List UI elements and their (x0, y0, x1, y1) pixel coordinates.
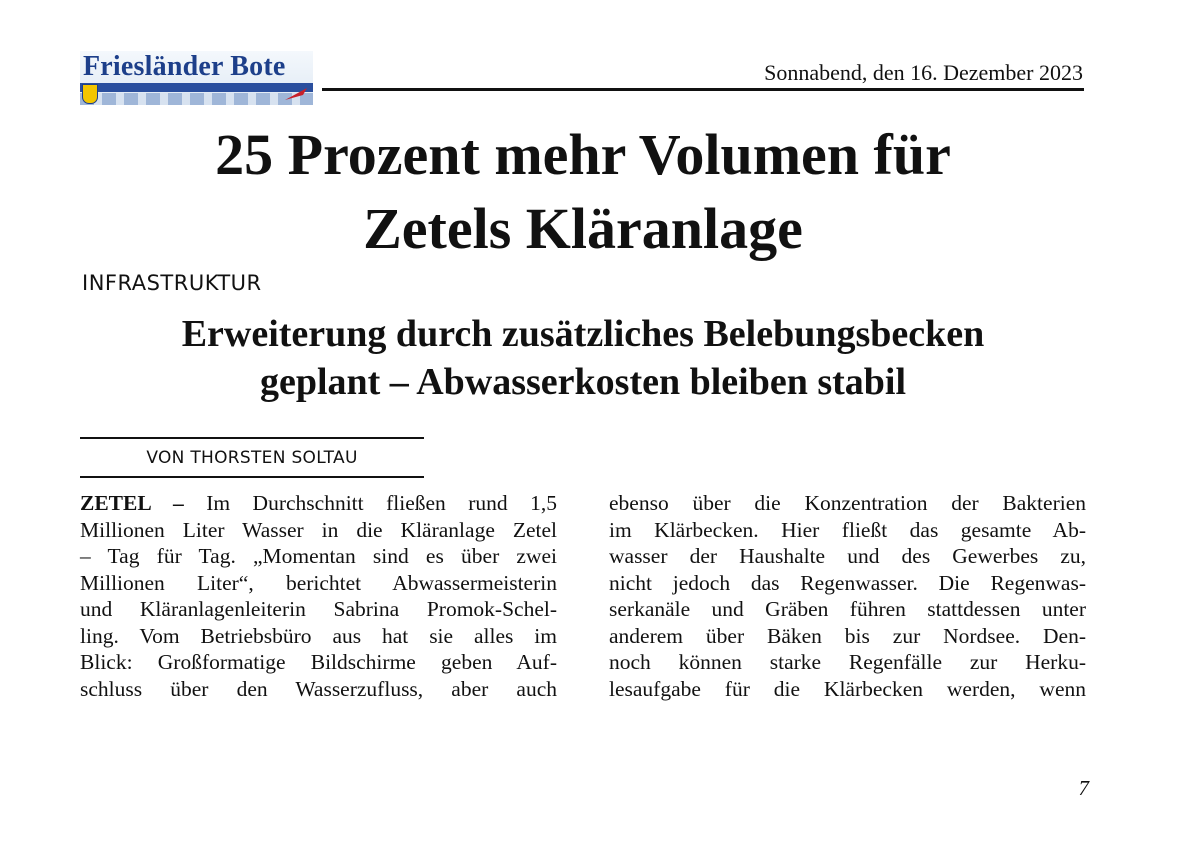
newspaper-logo (80, 51, 313, 105)
body-line: serkanäle und Gräben führen stattdessen unter (609, 597, 1086, 621)
body-line: ebenso über die Konzentration der Bakterien (609, 491, 1086, 515)
logo-info-strip (80, 93, 313, 105)
body-line: Blick: Großformatige Bildschirme geben Auf- (80, 650, 557, 674)
logo-band (80, 83, 313, 92)
issue-date: Sonnabend, den 16. Dezember 2023 (764, 60, 1083, 85)
article-title (80, 118, 1086, 266)
body-line: ling. Vom Betriebsbüro aus hat sie alles im (80, 623, 557, 648)
body-line: und Kläranlagenleiterin Sabrina Promok-Schel- (80, 597, 557, 621)
body-line: nicht jedoch das Regenwasser. Die Regenwas- (609, 570, 1086, 595)
text-column-left (80, 490, 557, 702)
body-line: Millionen Liter Wasser in die Kläranlage Zetel (80, 517, 557, 542)
body-line: anderem über Bäken bis zur Nordsee. Den- (609, 623, 1086, 648)
section-kicker: INFRASTRUKTUR (82, 271, 262, 295)
article-subtitle (80, 310, 1086, 406)
coat-of-arms-icon (82, 84, 98, 104)
body-line: lesaufgabe für die Klärbecken werden, wenn (609, 676, 1086, 701)
title-line: 25 Prozent mehr Volumen für (215, 122, 951, 187)
body-line: noch können starke Regenfälle zur Herku- (609, 650, 1086, 674)
title-line: Zetels Kläranlage (363, 196, 803, 261)
header-rule (322, 88, 1084, 91)
page-number: 7 (1078, 776, 1089, 800)
text-column-right (609, 490, 1086, 702)
byline: VON THORSTEN SOLTAU (146, 448, 358, 468)
byline-rule-bottom (80, 476, 424, 478)
subtitle-line: geplant – Abwasserkosten bleiben stabil (259, 361, 907, 403)
body-text: Im Durchschnitt fließen rund 1,5 (183, 491, 557, 515)
quill-icon (283, 87, 309, 101)
logo-text: Friesländer Bote (83, 51, 286, 82)
body-line: Millionen Liter“, berichtet Abwassermeisterin (80, 570, 557, 595)
body-line (80, 490, 557, 517)
body-line: wasser der Haushalte und des Gewerbes zu, (609, 544, 1086, 568)
byline-rule-top (80, 437, 424, 439)
body-line: – Tag für Tag. „Momentan sind es über zwei (80, 544, 557, 568)
body-line: schluss über den Wasserzufluss, aber auch (80, 676, 557, 701)
subtitle-line: Erweiterung durch zusätzliches Belebungsbecken (181, 313, 985, 355)
dateline: ZETEL – (80, 491, 184, 515)
body-line: im Klärbecken. Hier fließt das gesamte Ab- (609, 517, 1086, 542)
